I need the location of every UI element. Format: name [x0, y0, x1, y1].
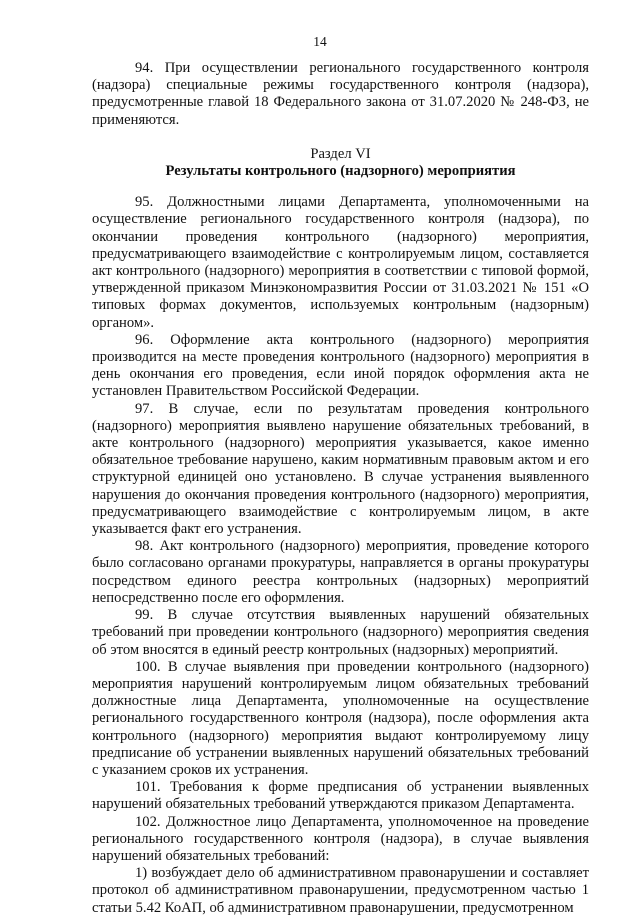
paragraph-94: 94. При осуществлении регионального государственного контроля (надзора) специальные режимы государственного контроля (надзора), предусмотренные главой 18 Федерального закона от 31.07.2020 № 248-ФЗ, не применяются. [92, 60, 589, 128]
section-title: Результаты контрольного (надзорного) мероприятия [165, 163, 516, 180]
paragraph-96: 96. Оформление акта контрольного (надзорного) мероприятия производится на месте проведения контрольного (надзорного) мероприятия в день окончания его проведения, если иной порядок оформления акта не установлен Правительством Российской Федерации. [92, 331, 589, 400]
paragraph-100: 100. В случае выявления при проведении контрольного (надзорного) мероприятия нарушений контролируемым лицом обязательных требований должностные лица Департамента, уполномоченные на осуществление регионального государственного контроля (надзора), после оформления акта контрольного (надзорного) мероприятия выдают контролируемому лицу предписание об устранении выявленных нарушений обязательных требований с указанием сроков их устранения. [92, 658, 589, 778]
paragraph-95: 95. Должностными лицами Департамента, уполномоченными на осуществление регионального государственного контроля (надзора), по окончании проведения контрольного (надзорного) мероприятия, предусматривающего взаимодействие с контролируемым лицом, составляется акт контрольного (надзорного) мероприятия в соответствии с типовой формой, утвержденной приказом Минэкономразвития России от 31.03.2021 № 151 «О типовых формах документов, используемых контрольным (надзорным) органом». [92, 194, 589, 331]
document-body [92, 60, 589, 917]
paragraph-99: 99. В случае отсутствия выявленных нарушений обязательных требований при проведении контрольного (надзорного) мероприятия сведения об этом вносятся в единый реестр контрольных (надзорных) мероприятий. [92, 607, 589, 658]
paragraph-98: 98. Акт контрольного (надзорного) мероприятия, проведение которого было согласовано органами прокуратуры, направляется в органы прокуратуры посредством единого реестра контрольных (надзорных) мероприятий непосредственно после его оформления. [92, 538, 589, 606]
paragraph-97: 97. В случае, если по результатам проведения контрольного (надзорного) мероприятия выявлено нарушение обязательных требований, в акте контрольного (надзорного) мероприятия указывается, какое именно обязательное требование нарушено, каким нормативным правовым актом и его структурной единицей оно установлено. В случае устранения выявленного нарушения до окончания проведения контрольного (надзорного) мероприятия, предусматривающего взаимодействие с контролируемым лицом, в акте указывается факт его устранения. [92, 400, 589, 538]
paragraph-101: 101. Требования к форме предписания об устранении выявленных нарушений обязательных требований утверждаются приказом Департамента. [92, 779, 589, 813]
page-number: 14 [313, 34, 327, 49]
paragraph-102: 102. Должностное лицо Департамента, уполномоченное на проведение регионального государственного контроля (надзора), в случае выявления нарушений обязательных требований: [92, 813, 589, 864]
section-number: Раздел VI [310, 145, 371, 162]
list-item-1: 1) возбуждает дело об административном правонарушении и составляет протокол об административном правонарушении, предусмотренном частью 1 статьи 5.42 КоАП, об административном правонарушении, предусмотренном [92, 865, 589, 916]
